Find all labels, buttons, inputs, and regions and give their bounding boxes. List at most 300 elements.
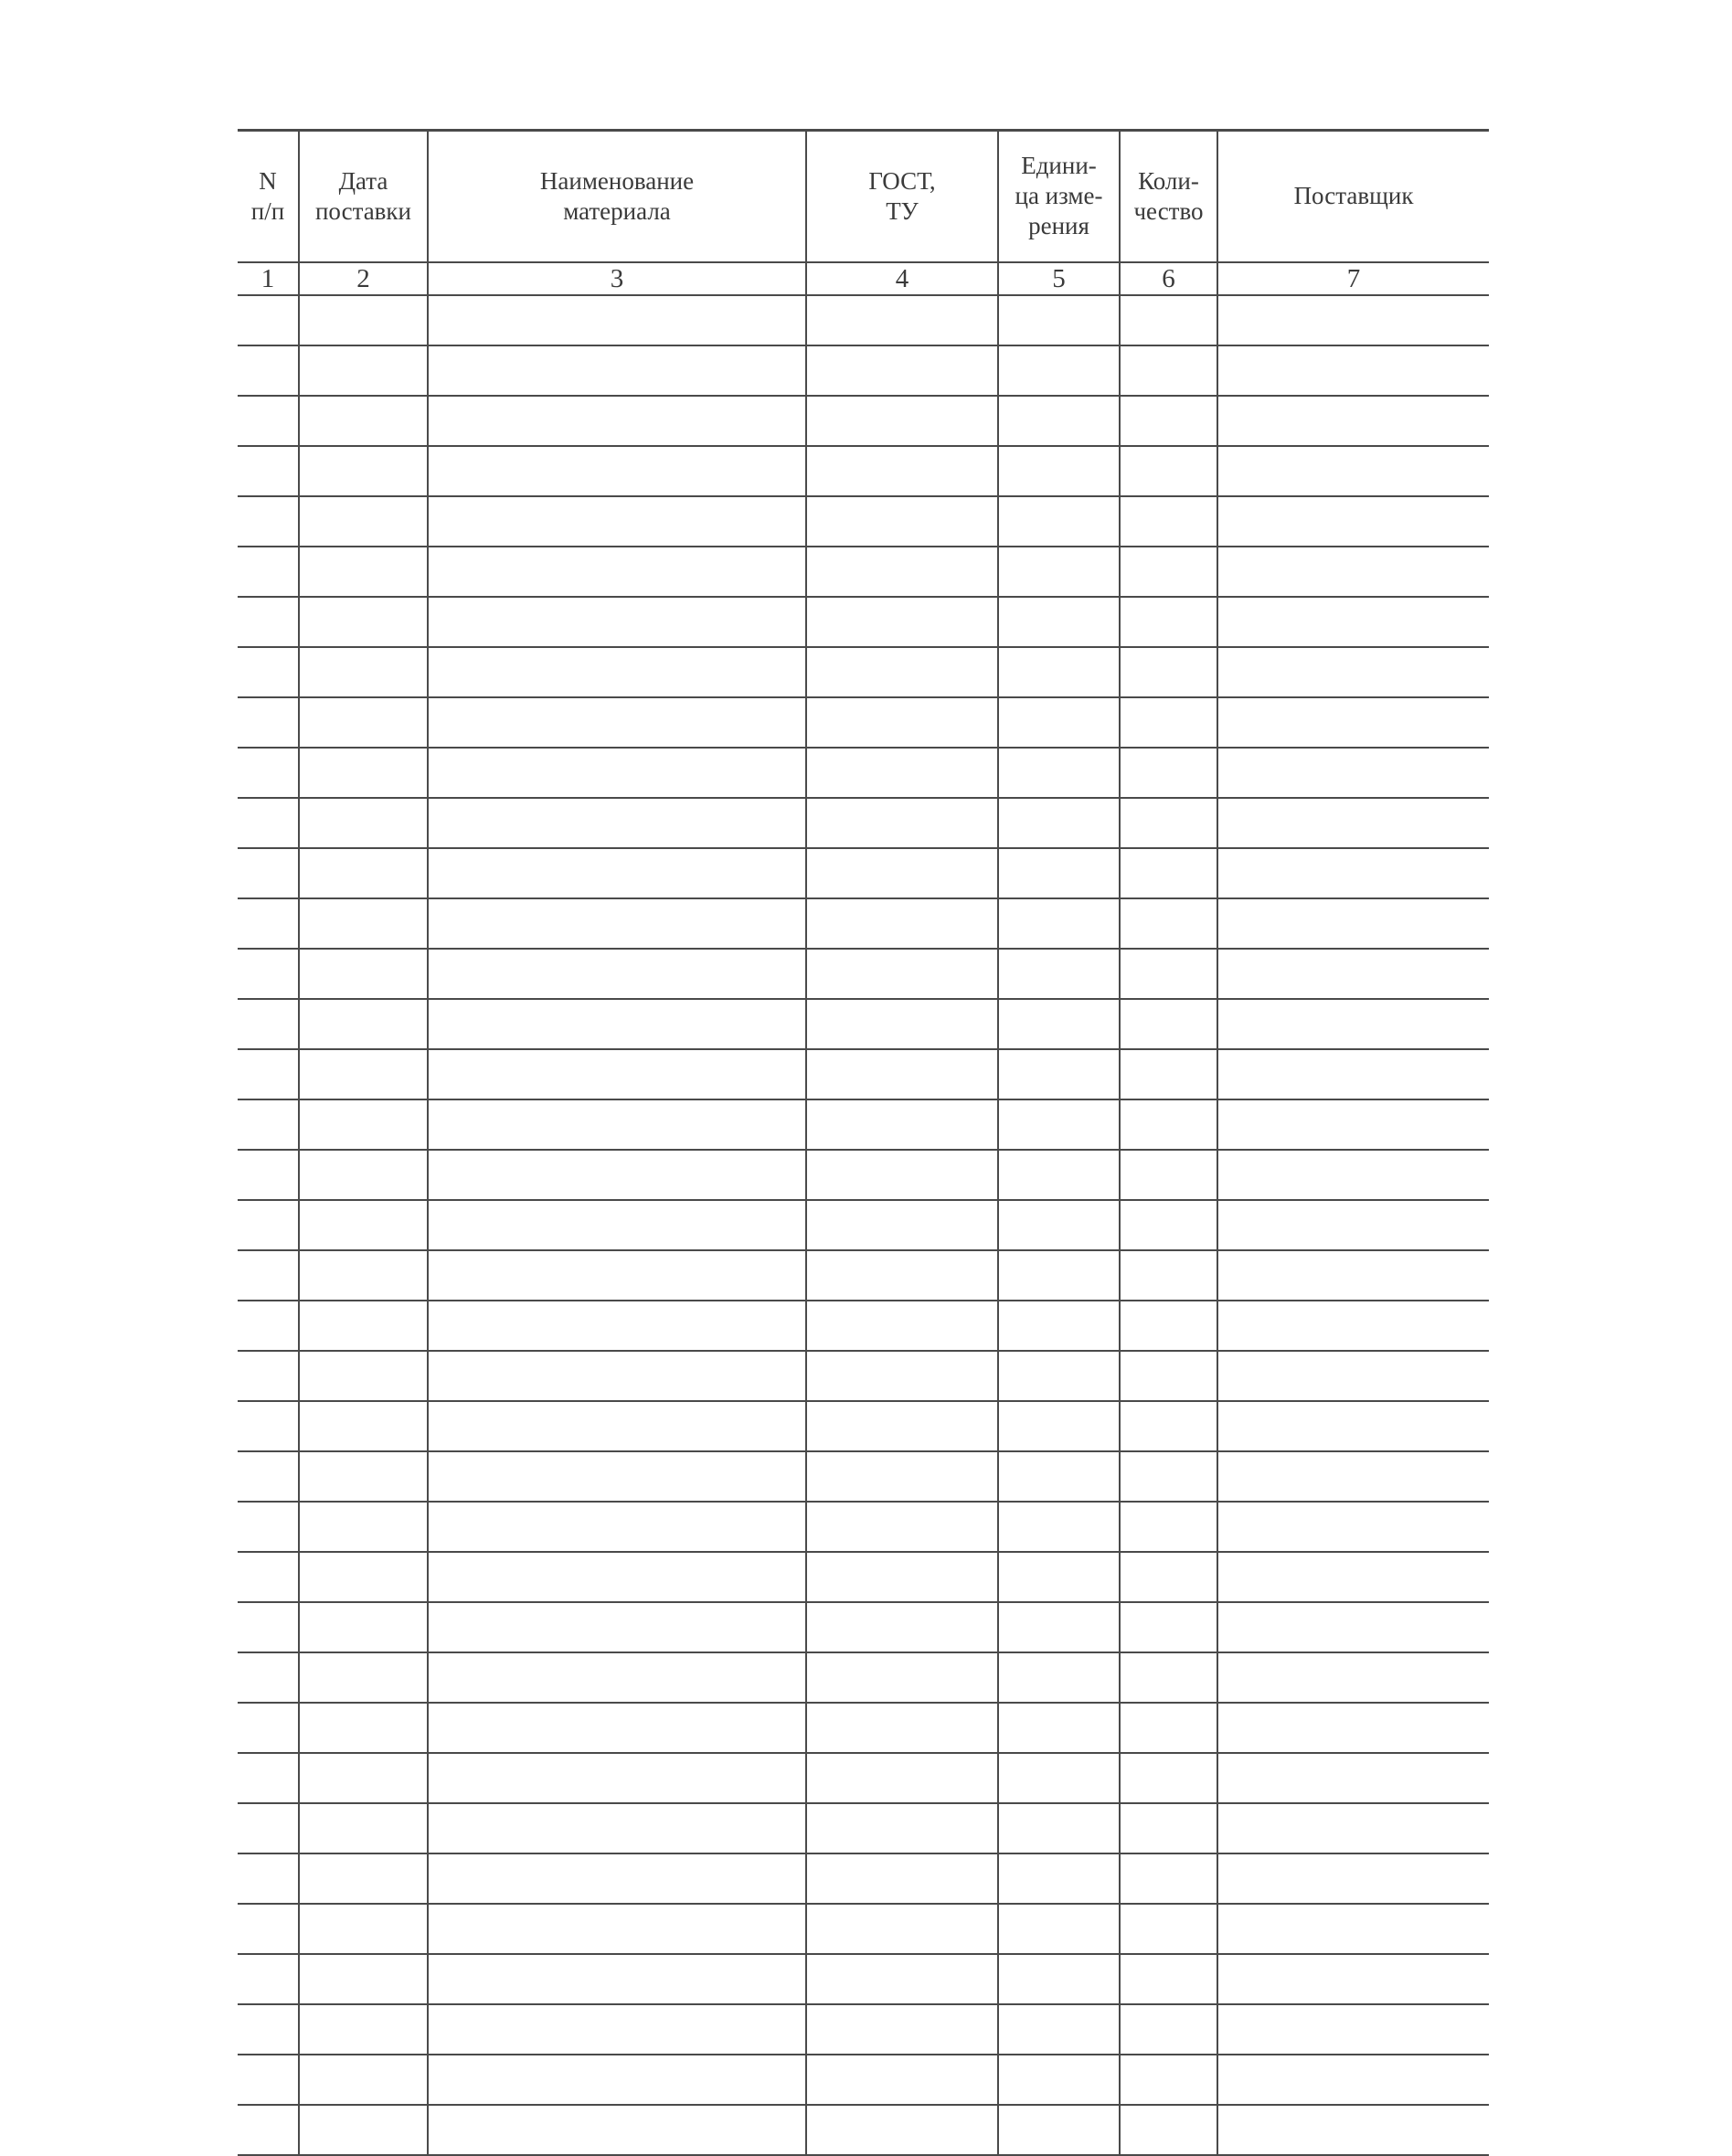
table-cell: [1217, 1301, 1489, 1351]
table-cell: [428, 597, 806, 647]
table-cell: [1120, 898, 1217, 949]
table-cell: [998, 1803, 1120, 1853]
header-standard: ГОСТ, ТУ: [806, 131, 998, 262]
table-cell: [238, 1954, 299, 2004]
table-cell: [1120, 1301, 1217, 1351]
table-cell: [806, 999, 998, 1049]
table-cell: [299, 1703, 428, 1753]
table-cell: [1120, 345, 1217, 396]
table-row: [238, 1049, 1489, 1099]
table-cell: [998, 396, 1120, 446]
table-cell: [1120, 697, 1217, 748]
table-cell: [299, 1853, 428, 1904]
table-cell: [238, 547, 299, 597]
table-cell: [1120, 1853, 1217, 1904]
table-cell: [428, 1703, 806, 1753]
table-row: [238, 1401, 1489, 1451]
table-cell: [238, 496, 299, 547]
table-cell: [299, 1954, 428, 2004]
table-cell: [998, 1351, 1120, 1401]
table-row: [238, 1451, 1489, 1502]
table-cell: [299, 1803, 428, 1853]
table-cell: [998, 1049, 1120, 1099]
table-cell: [1217, 2105, 1489, 2155]
table-cell: [1120, 1049, 1217, 1099]
table-cell: [806, 2055, 998, 2105]
column-number: 1: [238, 262, 299, 295]
table-cell: [806, 1250, 998, 1301]
table-cell: [428, 1200, 806, 1250]
table-cell: [1217, 396, 1489, 446]
table-cell: [806, 1703, 998, 1753]
table-cell: [1120, 496, 1217, 547]
table-cell: [806, 848, 998, 898]
table-cell: [998, 1904, 1120, 1954]
table-cell: [428, 345, 806, 396]
table-cell: [806, 1602, 998, 1652]
table-cell: [998, 2105, 1120, 2155]
table-cell: [806, 2004, 998, 2055]
table-row: [238, 1200, 1489, 1250]
table-cell: [806, 1502, 998, 1552]
table-cell: [238, 697, 299, 748]
table-cell: [428, 1954, 806, 2004]
header-number: N п/п: [238, 131, 299, 262]
table-cell: [428, 898, 806, 949]
table-cell: [1120, 647, 1217, 697]
table-cell: [299, 2004, 428, 2055]
table-cell: [806, 949, 998, 999]
table-cell: [1120, 1351, 1217, 1401]
table-cell: [806, 496, 998, 547]
table-cell: [1217, 295, 1489, 345]
table-cell: [299, 345, 428, 396]
table-cell: [299, 1099, 428, 1150]
table-cell: [1120, 1401, 1217, 1451]
table-cell: [238, 1099, 299, 1150]
table-cell: [428, 798, 806, 848]
table-cell: [299, 1451, 428, 1502]
table-cell: [806, 697, 998, 748]
table-cell: [299, 1351, 428, 1401]
table-cell: [428, 1301, 806, 1351]
table-cell: [998, 848, 1120, 898]
table-cell: [238, 1451, 299, 1502]
column-number: 5: [998, 262, 1120, 295]
table-row: [238, 1250, 1489, 1301]
table-cell: [428, 999, 806, 1049]
table-cell: [1120, 748, 1217, 798]
table-row: [238, 647, 1489, 697]
table-body: [238, 295, 1489, 2155]
table-cell: [806, 1150, 998, 1200]
table-cell: [238, 1401, 299, 1451]
table-row: [238, 2105, 1489, 2155]
table-cell: [299, 1502, 428, 1552]
table-row: [238, 1502, 1489, 1552]
table-cell: [238, 345, 299, 396]
table-cell: [998, 1602, 1120, 1652]
table-cell: [1217, 2055, 1489, 2105]
table-cell: [998, 295, 1120, 345]
table-cell: [238, 647, 299, 697]
table-cell: [299, 547, 428, 597]
table-cell: [238, 446, 299, 496]
table-cell: [299, 1652, 428, 1703]
table-cell: [238, 1200, 299, 1250]
table-row: [238, 396, 1489, 446]
table-cell: [428, 446, 806, 496]
table-cell: [1217, 1150, 1489, 1200]
table-cell: [238, 1904, 299, 1954]
table-cell: [1217, 848, 1489, 898]
table-cell: [806, 647, 998, 697]
table-cell: [428, 748, 806, 798]
table-cell: [806, 2105, 998, 2155]
table-cell: [428, 1502, 806, 1552]
table-cell: [428, 949, 806, 999]
table-cell: [1120, 295, 1217, 345]
table-row: [238, 1954, 1489, 2004]
table-cell: [299, 697, 428, 748]
table-cell: [238, 1703, 299, 1753]
table-row: [238, 1904, 1489, 1954]
table-row: [238, 1150, 1489, 1200]
table-row: [238, 1853, 1489, 1904]
table-row: [238, 1753, 1489, 1803]
table-cell: [299, 1753, 428, 1803]
table-cell: [1217, 1351, 1489, 1401]
table-cell: [1120, 1904, 1217, 1954]
table-cell: [428, 1099, 806, 1150]
table-cell: [1120, 1753, 1217, 1803]
table-cell: [1120, 1602, 1217, 1652]
table-cell: [299, 647, 428, 697]
column-number-row: [238, 262, 1489, 295]
table-row: [238, 345, 1489, 396]
table-cell: [299, 748, 428, 798]
table-cell: [1120, 1150, 1217, 1200]
table-cell: [998, 999, 1120, 1049]
table-row: [238, 898, 1489, 949]
table-cell: [428, 1602, 806, 1652]
table-cell: [998, 647, 1120, 697]
table-cell: [1120, 1200, 1217, 1250]
table-cell: [238, 1652, 299, 1703]
table-cell: [998, 1150, 1120, 1200]
table-cell: [998, 1401, 1120, 1451]
table-cell: [238, 1552, 299, 1602]
table-cell: [299, 1200, 428, 1250]
table-cell: [998, 1954, 1120, 2004]
table-row: [238, 446, 1489, 496]
table-row: [238, 295, 1489, 345]
table-cell: [998, 1200, 1120, 1250]
table-row: [238, 1099, 1489, 1150]
table-row: [238, 1351, 1489, 1401]
table-cell: [806, 295, 998, 345]
table-row: [238, 597, 1489, 647]
table-cell: [238, 2105, 299, 2155]
table-row: [238, 748, 1489, 798]
table-cell: [238, 848, 299, 898]
table-cell: [428, 697, 806, 748]
table-cell: [428, 1351, 806, 1401]
table-cell: [1217, 1200, 1489, 1250]
table-cell: [998, 1853, 1120, 1904]
table-cell: [806, 1200, 998, 1250]
table-cell: [299, 999, 428, 1049]
table-cell: [1120, 1552, 1217, 1602]
table-cell: [806, 547, 998, 597]
column-number: 2: [299, 262, 428, 295]
table-cell: [299, 848, 428, 898]
table-row: [238, 1803, 1489, 1853]
table-cell: [806, 1401, 998, 1451]
table-cell: [238, 1502, 299, 1552]
table-cell: [1217, 547, 1489, 597]
table-cell: [806, 396, 998, 446]
table-row: [238, 999, 1489, 1049]
table-cell: [1120, 1652, 1217, 1703]
table-cell: [299, 1401, 428, 1451]
table-cell: [428, 1904, 806, 1954]
table-cell: [998, 2055, 1120, 2105]
table-cell: [1217, 345, 1489, 396]
table-cell: [806, 798, 998, 848]
table-cell: [299, 446, 428, 496]
table-cell: [428, 2055, 806, 2105]
table-cell: [806, 345, 998, 396]
table-cell: [299, 396, 428, 446]
table-row: [238, 697, 1489, 748]
table-cell: [238, 1803, 299, 1853]
table-row: [238, 949, 1489, 999]
table-cell: [806, 1451, 998, 1502]
table-row: [238, 1602, 1489, 1652]
table-cell: [998, 446, 1120, 496]
table-cell: [806, 1049, 998, 1099]
table-cell: [998, 1099, 1120, 1150]
table-cell: [238, 1250, 299, 1301]
table-row: [238, 848, 1489, 898]
table-cell: [238, 1150, 299, 1200]
table-cell: [998, 697, 1120, 748]
table-cell: [428, 496, 806, 547]
table-row: [238, 1703, 1489, 1753]
table-cell: [1217, 1803, 1489, 1853]
table-cell: [299, 1301, 428, 1351]
table-cell: [1217, 1502, 1489, 1552]
table-cell: [1217, 1099, 1489, 1150]
table-cell: [428, 1652, 806, 1703]
table-cell: [998, 1502, 1120, 1552]
table-cell: [238, 2004, 299, 2055]
table-cell: [1217, 2004, 1489, 2055]
table-cell: [238, 798, 299, 848]
table-cell: [238, 295, 299, 345]
table-cell: [1217, 1602, 1489, 1652]
table-cell: [299, 898, 428, 949]
table-cell: [238, 396, 299, 446]
table-cell: [806, 597, 998, 647]
table-row: [238, 496, 1489, 547]
table-cell: [1217, 1853, 1489, 1904]
header-quantity: Коли- чество: [1120, 131, 1217, 262]
column-number: 6: [1120, 262, 1217, 295]
table-cell: [1217, 1753, 1489, 1803]
header-material-name: Наименование материала: [428, 131, 806, 262]
table-cell: [1120, 446, 1217, 496]
table-cell: [1120, 2004, 1217, 2055]
table-cell: [806, 898, 998, 949]
table-cell: [1217, 748, 1489, 798]
table-cell: [806, 1351, 998, 1401]
table-cell: [238, 1602, 299, 1652]
table-cell: [806, 1904, 998, 1954]
table-cell: [806, 1301, 998, 1351]
table-cell: [428, 1150, 806, 1200]
table-cell: [299, 2055, 428, 2105]
table-cell: [238, 949, 299, 999]
table-cell: [428, 1250, 806, 1301]
table-cell: [428, 1451, 806, 1502]
table-cell: [299, 1150, 428, 1200]
header-delivery-date: Дата поставки: [299, 131, 428, 262]
table-cell: [1120, 949, 1217, 999]
table-cell: [1217, 446, 1489, 496]
table-cell: [428, 1853, 806, 1904]
table-cell: [238, 2055, 299, 2105]
table-cell: [238, 597, 299, 647]
table-cell: [998, 1552, 1120, 1602]
table-cell: [1120, 1954, 1217, 2004]
table-cell: [238, 1301, 299, 1351]
table-cell: [998, 597, 1120, 647]
table-row: [238, 1301, 1489, 1351]
materials-journal-table: [238, 129, 1489, 2156]
table-cell: [806, 1552, 998, 1602]
table-cell: [428, 547, 806, 597]
table-cell: [428, 1803, 806, 1853]
table-cell: [998, 798, 1120, 848]
table-cell: [428, 396, 806, 446]
table-cell: [1217, 697, 1489, 748]
table-row: [238, 1552, 1489, 1602]
table-cell: [998, 748, 1120, 798]
table-cell: [806, 1803, 998, 1853]
table-cell: [1120, 597, 1217, 647]
table-row: [238, 798, 1489, 848]
table-cell: [1120, 1703, 1217, 1753]
table-cell: [998, 496, 1120, 547]
table-cell: [428, 1753, 806, 1803]
table-cell: [1120, 547, 1217, 597]
header-row: [238, 131, 1489, 262]
table-cell: [998, 1703, 1120, 1753]
table-cell: [806, 1853, 998, 1904]
table-cell: [998, 1301, 1120, 1351]
table-cell: [238, 999, 299, 1049]
table-cell: [806, 1753, 998, 1803]
table-row: [238, 2055, 1489, 2105]
table-cell: [1217, 1703, 1489, 1753]
table-cell: [238, 1753, 299, 1803]
table-cell: [998, 1451, 1120, 1502]
header-unit: Едини- ца изме- рения: [998, 131, 1120, 262]
table-cell: [998, 2004, 1120, 2055]
table-cell: [428, 1552, 806, 1602]
table-cell: [998, 1652, 1120, 1703]
table-cell: [1217, 1904, 1489, 1954]
table-cell: [1217, 1652, 1489, 1703]
table-cell: [238, 1049, 299, 1099]
table-cell: [299, 1049, 428, 1099]
column-number: 4: [806, 262, 998, 295]
table-cell: [428, 295, 806, 345]
table-cell: [1217, 999, 1489, 1049]
table-cell: [806, 1954, 998, 2004]
table-cell: [1217, 1552, 1489, 1602]
table-cell: [1217, 647, 1489, 697]
table-cell: [1120, 798, 1217, 848]
table-cell: [998, 547, 1120, 597]
column-number: 7: [1217, 262, 1489, 295]
table-cell: [1217, 1049, 1489, 1099]
table-cell: [1120, 1502, 1217, 1552]
table-cell: [1217, 496, 1489, 547]
table-cell: [1217, 1451, 1489, 1502]
table-cell: [299, 1552, 428, 1602]
table-cell: [1217, 597, 1489, 647]
table-cell: [238, 1853, 299, 1904]
table-cell: [299, 1602, 428, 1652]
table-cell: [238, 898, 299, 949]
table-cell: [428, 2004, 806, 2055]
table-cell: [299, 798, 428, 848]
table-cell: [1120, 999, 1217, 1049]
table-cell: [1217, 898, 1489, 949]
table-cell: [299, 1250, 428, 1301]
table-cell: [1217, 949, 1489, 999]
table-row: [238, 2004, 1489, 2055]
table-cell: [998, 1753, 1120, 1803]
column-number: 3: [428, 262, 806, 295]
header-supplier: Поставщик: [1217, 131, 1489, 262]
table-cell: [428, 848, 806, 898]
table-cell: [1120, 2105, 1217, 2155]
table-cell: [806, 748, 998, 798]
table-cell: [299, 1904, 428, 1954]
table-cell: [998, 949, 1120, 999]
table-cell: [1120, 1803, 1217, 1853]
table-cell: [299, 2105, 428, 2155]
table-cell: [806, 1652, 998, 1703]
table-cell: [998, 898, 1120, 949]
table-cell: [428, 1401, 806, 1451]
table-cell: [428, 647, 806, 697]
table-cell: [1217, 1250, 1489, 1301]
table-cell: [1217, 1954, 1489, 2004]
table-cell: [1120, 396, 1217, 446]
table-cell: [1120, 1451, 1217, 1502]
table-cell: [806, 446, 998, 496]
table-cell: [428, 1049, 806, 1099]
table-cell: [299, 496, 428, 547]
table-cell: [1217, 1401, 1489, 1451]
table-cell: [998, 1250, 1120, 1301]
table-cell: [998, 345, 1120, 396]
